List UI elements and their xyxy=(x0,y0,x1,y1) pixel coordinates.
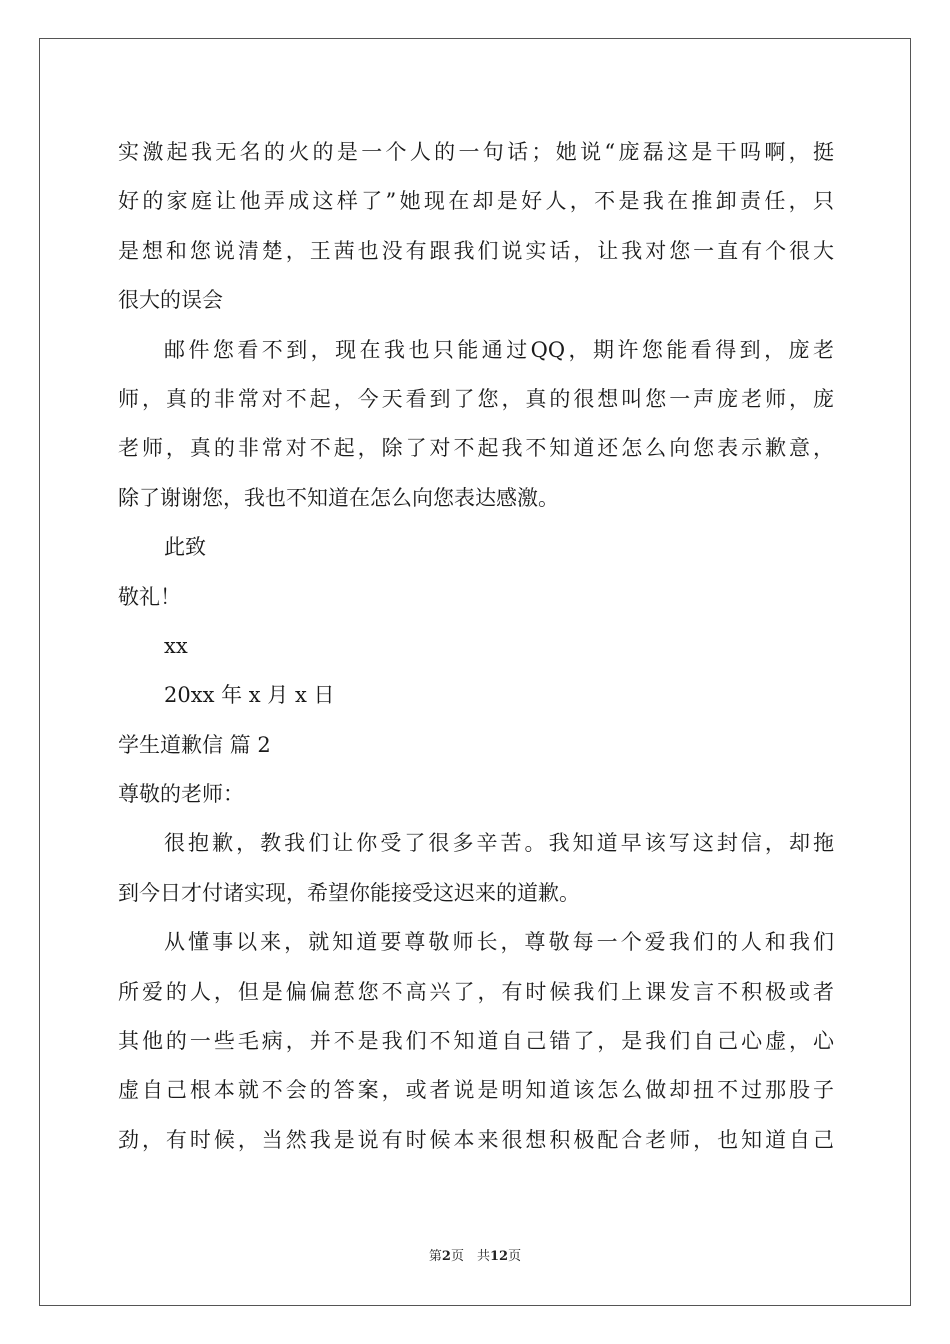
text-line: 劲，有时候，当然我是说有时候本来很想积极配合老师，也知道自己 xyxy=(118,1127,834,1152)
text-line: 很抱歉，教我们让你受了很多辛苦。我知道早该写这封信，却拖 xyxy=(164,831,834,856)
text-line: 除了谢谢您，我也不知道在怎么向您表达感激。 xyxy=(118,485,559,510)
signature: xx xyxy=(164,633,188,658)
section-heading: 学生道歉信 篇 2 xyxy=(118,732,271,757)
text-line: 老师，真的非常对不起，除了对不起我不知道还怎么向您表示歉意， xyxy=(118,436,834,461)
text-line: 是想和您说清楚，王茜也没有跟我们说实话，让我对您一直有个很大 xyxy=(118,238,834,263)
date-line: 20xx 年 x 月 x 日 xyxy=(164,683,335,708)
footer-suffix: 页 xyxy=(508,1249,522,1264)
footer-prefix: 第 xyxy=(428,1249,442,1264)
footer-middle: 页 共 xyxy=(450,1249,490,1264)
text-line: 到今日才付诸实现，希望你能接受这迟来的道歉。 xyxy=(118,880,580,905)
text-line: 实激起我无名的火的是一个人的一句话；她说“庞磊这是干吗啊，挺 xyxy=(118,140,834,164)
current-page-number: 2 xyxy=(441,1249,451,1264)
page-footer xyxy=(0,1245,950,1264)
text-line: 从懂事以来，就知道要尊敬师长，尊敬每一个爱我们的人和我们 xyxy=(164,930,834,955)
text-line: 师，真的非常对不起，今天看到了您，真的很想叫您一声庞老师，庞 xyxy=(118,386,834,411)
text-line: 虚自己根本就不会的答案，或者说是明知道该怎么做却扭不过那股子 xyxy=(118,1078,834,1103)
closing-regards: 敬礼！ xyxy=(118,584,181,609)
text-line: 很大的误会 xyxy=(118,288,223,313)
text-line: 其他的一些毛病，并不是我们不知道自己错了，是我们自己心虚，心 xyxy=(118,1029,834,1054)
text-line: 所爱的人，但是偏偏惹您不高兴了，有时候我们上课发言不积极或者 xyxy=(118,979,834,1004)
greeting: 尊敬的老师： xyxy=(118,782,244,807)
text-line: 好的家庭让他弄成这样了”她现在却是好人，不是我在推卸责任，只 xyxy=(118,189,834,214)
closing-salutation: 此致 xyxy=(164,535,206,560)
text-line: 邮件您看不到，现在我也只能通过QQ，期许您能看得到，庞老 xyxy=(164,337,834,362)
total-page-count: 12 xyxy=(489,1249,509,1264)
document-body xyxy=(118,128,834,1165)
